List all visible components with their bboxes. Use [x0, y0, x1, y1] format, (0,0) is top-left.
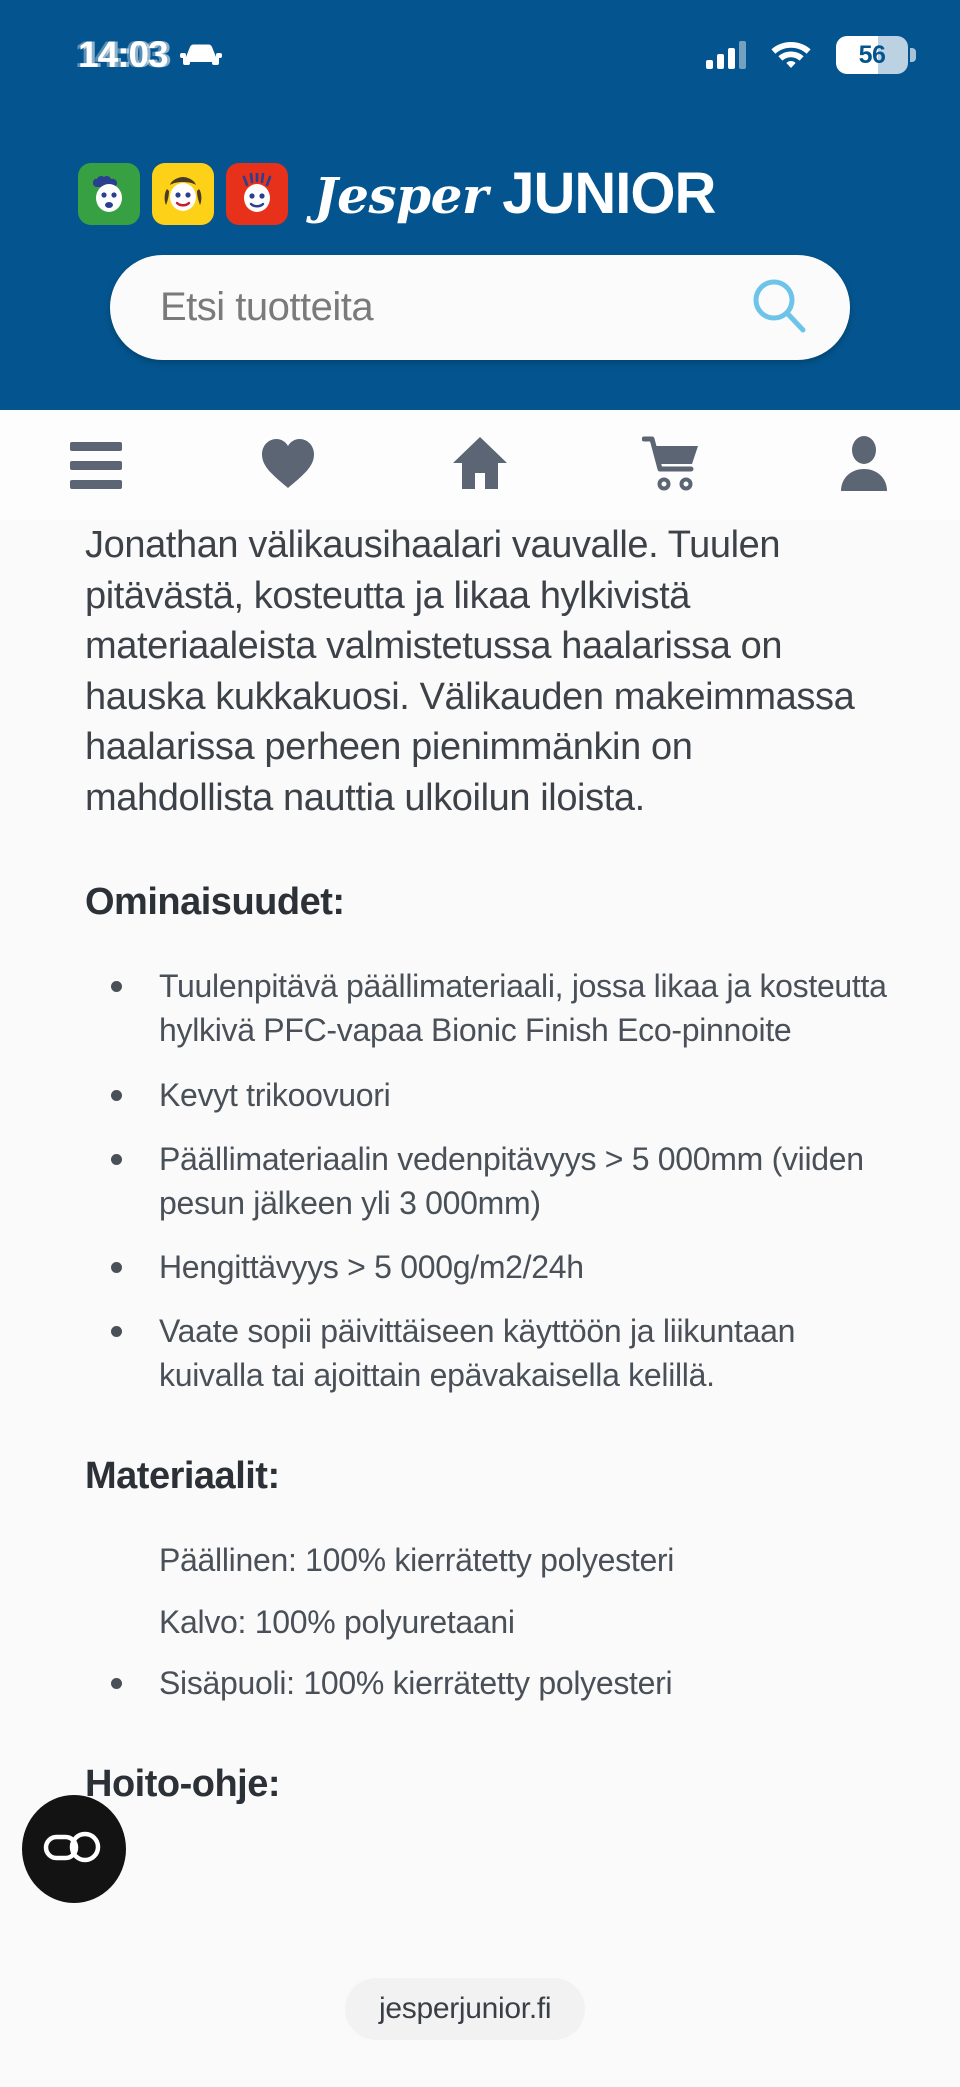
- list-item: Hengittävyys > 5 000g/m2/24h: [85, 1245, 890, 1289]
- brand-wordmark: [314, 161, 716, 226]
- list-item: Kevyt trikoovuori: [85, 1073, 890, 1117]
- signal-bars-icon: [706, 41, 746, 69]
- sidebar-item-cart[interactable]: [576, 410, 768, 520]
- status-bar-left: [78, 34, 224, 76]
- cookie-consent-button[interactable]: [22, 1795, 126, 1903]
- domain-pill: jesperjunior.fi: [345, 1978, 585, 2040]
- user-icon[interactable]: [837, 435, 891, 496]
- brand-name-script: Jesper: [314, 166, 488, 225]
- search-input[interactable]: [160, 285, 748, 330]
- sidebar-item-favorites[interactable]: [192, 410, 384, 520]
- boy-face-red-tile: [226, 163, 288, 225]
- site-header: [0, 0, 960, 410]
- list-item: Vaate sopii päivittäiseen käyttöön ja liikuntaan kuivalla tai ajoittain epävakaisella kelillä.: [85, 1309, 890, 1397]
- materials-heading: Materiaalit:: [85, 1455, 280, 1498]
- girl-face-yellow-tile: [152, 163, 214, 225]
- car-icon: [178, 38, 224, 73]
- battery-level: 56: [858, 40, 886, 69]
- features-heading: Ominaisuudet:: [85, 881, 345, 924]
- status-bar: [0, 0, 960, 110]
- boy-face-green-tile: [78, 163, 140, 225]
- status-time: 14:03: [78, 34, 168, 75]
- list-item: Päällinen: 100% kierrätetty polyesteri: [159, 1542, 675, 1579]
- list-item: Tuulenpitävä päällimateriaali, jossa likaa ja kosteutta hylkivä PFC-vapaa Bionic Finish Eco-pinnoite: [85, 964, 890, 1052]
- heart-icon[interactable]: [259, 436, 317, 495]
- list-item: Kalvo: 100% polyuretaani: [159, 1603, 515, 1640]
- care-heading: Hoito-ohje:: [85, 1762, 281, 1805]
- status-bar-right: [706, 36, 908, 75]
- cart-icon[interactable]: [642, 434, 702, 497]
- list-item: Sisäpuoli: 100% kierrätetty polyesteri: [85, 1661, 890, 1705]
- list-item: Päällimateriaalin vedenpitävyys > 5 000mm (viiden pesun jälkeen yli 3 000mm): [85, 1137, 890, 1225]
- primary-nav: [0, 410, 960, 520]
- search-icon[interactable]: [748, 274, 810, 341]
- cookie-consent-icon: [43, 1827, 105, 1872]
- sidebar-item-home[interactable]: [384, 410, 576, 520]
- product-description-section: [0, 520, 960, 1806]
- product-description: Jonathan välikausihaalari vauvalle. Tuulen pitävästä, kosteutta ja likaa hylkivistä materiaaleista valmistetussa haalarissa on hauska kukkakuosi. Välikauden makeimmassa haalarissa perheen pienimmänkin on mahdollista nauttia ulkoilun iloista.: [85, 524, 855, 819]
- home-icon[interactable]: [451, 435, 509, 496]
- battery-indicator: [836, 36, 908, 74]
- sidebar-item-account[interactable]: [768, 410, 960, 520]
- materials-list: [85, 1538, 890, 1704]
- wifi-icon: [768, 36, 814, 75]
- features-list: [85, 964, 890, 1397]
- brand-name-bold: JUNIOR: [502, 161, 716, 226]
- menu-icon[interactable]: [70, 442, 122, 489]
- site-logo[interactable]: [78, 158, 715, 230]
- search-bar[interactable]: [110, 255, 850, 360]
- sidebar-item-menu[interactable]: [0, 410, 192, 520]
